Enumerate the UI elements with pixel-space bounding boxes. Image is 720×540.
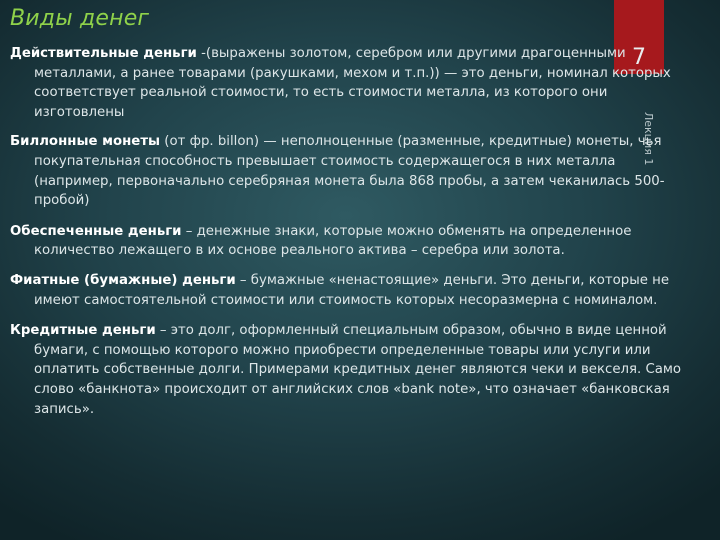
term-fiat-money: Фиатные (бумажные) деньги [10, 272, 236, 288]
paragraph-fiat-money [10, 271, 694, 310]
definition-backed-money: – денежные знаки, которые можно обменять на определенное количество лежащего в их основе реального актива – серебра или золота. [34, 223, 632, 259]
definition-fiat-money: – бумажные «ненастоящие» деньги. Это деньги, которые не имеют самостоятельной стоимости или стоимость которых несоразмерна с номиналом. [34, 272, 670, 308]
slide-title: Виды денег [10, 6, 150, 31]
definition-real-money: -(выражены золотом, серебром или другими драгоценными металлами, а ранее товарами (ракушками, мехом и т.п.)) — это деньги, номинал которых соответствует реальной стоимости, то есть стоимости металла, из которого они изготовлены [34, 46, 671, 120]
term-billon-coins: Биллонные монеты [10, 134, 161, 150]
term-credit-money: Кредитные деньги [10, 323, 156, 339]
page-number: 7 [632, 45, 646, 70]
side-label: Лекция 1 [642, 112, 655, 166]
paragraph-backed-money [10, 222, 694, 261]
term-backed-money: Обеспеченные деньги [10, 223, 182, 239]
paragraph-real-money [10, 44, 694, 122]
definition-credit-money: – это долг, оформленный специальным образом, обычно в виде ценной бумаги, с помощью которого можно приобрести определенные товары или услуги или оплатить собственные долги. Примерами кредитных денег являются чеки и векселя. Само слово «банкнота» происходит от английских слов «bank note», что означает «банковская запись». [34, 323, 682, 417]
term-real-money: Действительные деньги [10, 46, 197, 61]
definition-billon-coins: (от фр. billon) — неполноценные (разменные, кредитные) монеты, чья покупательная способность превышает стоимость содержащегося в них металла (например, первоначально серебряная монета была 868 пробы, а затем чеканилась 500-пробой) [34, 134, 665, 209]
slide-content [10, 44, 694, 430]
paragraph-credit-money [10, 321, 694, 419]
paragraph-billon-coins [10, 132, 694, 210]
